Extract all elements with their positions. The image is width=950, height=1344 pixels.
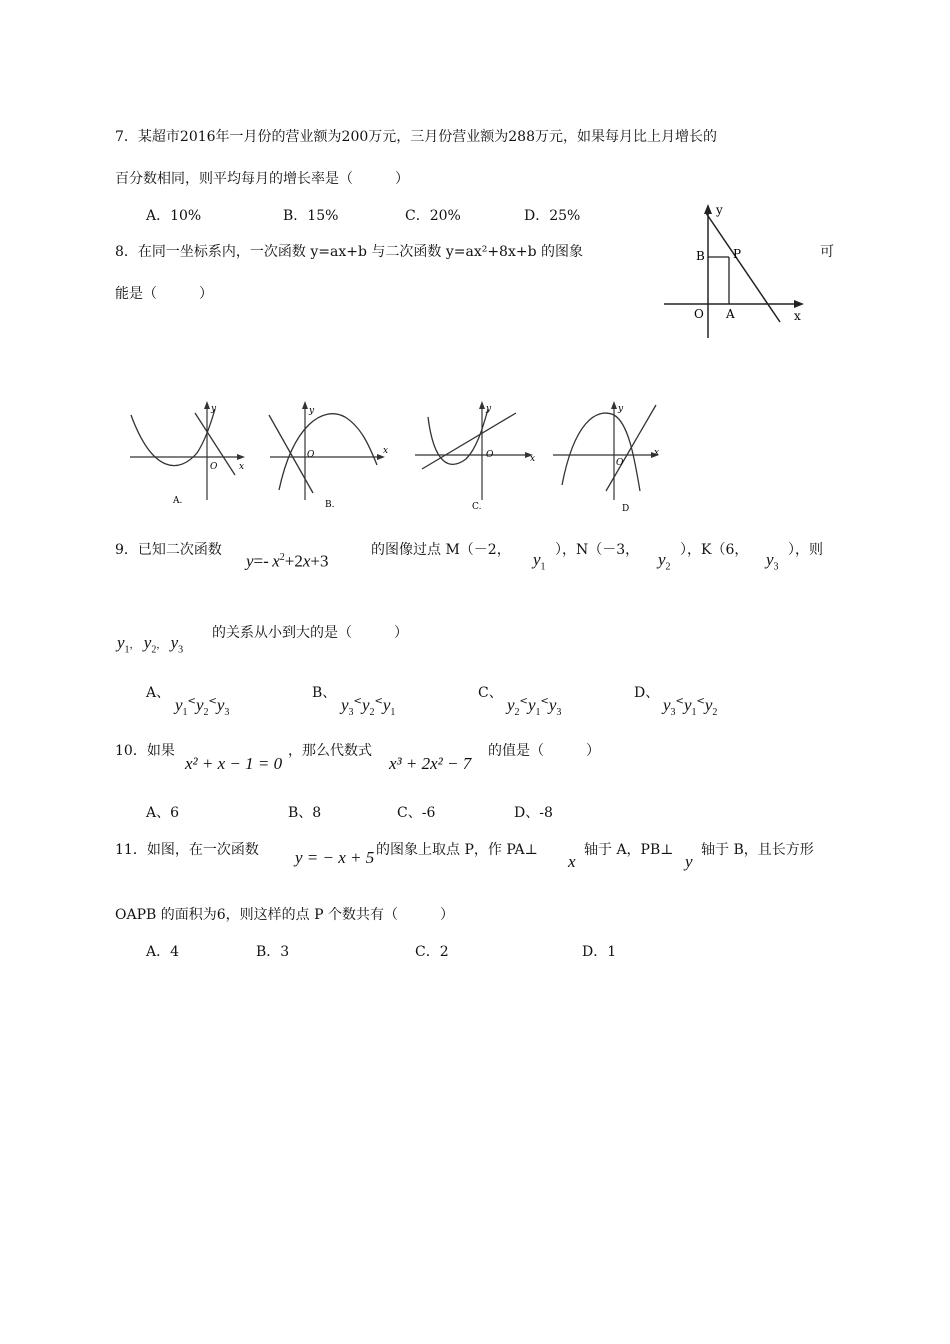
q10-option-a: A、6 [146,805,180,821]
q11-var-y: y [685,852,693,871]
q9-mid4: ），则 [788,542,823,558]
q8-line1: 8．在同一坐标系内，一次函数 y=ax+b 与二次函数 y=ax²+8x+b 的图象 [115,244,584,260]
q9-option-a: $y_1^<y_2^<y_3$ [175,695,230,719]
fig-label-a: A [726,307,735,321]
q9-mid3: ），K（6， [680,542,749,558]
q8-line2: 能是（ ） [115,286,213,302]
q10-option-c: C、-6 [397,805,436,821]
graph-d-label: D [622,504,630,514]
q9-option-d-label: D、 [634,685,660,701]
graph-d-y: y [618,404,624,414]
q11-mid2: 轴于 A，PB⊥ [584,842,674,858]
graph-a-o: O [210,462,218,472]
q7-option-c: C．20% [405,208,461,224]
q11-prefix: 11．如图，在一次函数 [115,842,259,858]
graph-b-label: B. [325,500,335,510]
fig-label-y: y [716,203,723,217]
q10-suffix: 的值是（ ） [488,743,600,759]
graph-d-o: O [616,458,624,468]
graph-c-y: y [486,404,492,414]
q11-mid3: 轴于 B，且长方形 [701,842,814,858]
q10-equation: x² + x − 1 = 0 [185,754,283,773]
graph-a-y: y [211,404,217,414]
graph-a-label: A. [173,496,183,506]
graph-b-o: O [307,450,315,460]
q11-option-a: A．4 [146,944,180,960]
q8-graph-a [125,395,255,515]
q11-reference-figure [660,200,820,350]
q11-option-d: D．1 [582,944,617,960]
q9-option-c: $y_2^<y_1^<y_3$ [507,695,562,719]
graph-c-o: O [486,450,494,460]
q9-formula: y=- $x^2+2x+3$ [246,551,329,571]
fig-label-o: O [694,307,704,321]
q8-graph-b [265,395,395,515]
q10-option-d: D、-8 [514,805,553,821]
q8-graph-c [410,395,540,515]
graph-b-x: x [383,446,389,456]
q9-prefix: 9．已知二次函数 [115,542,222,558]
q11-option-c: C．2 [415,944,449,960]
q9-y1: $y_1$ [533,550,546,573]
q10-prefix: 10．如果 [115,743,175,759]
q8-line1-tail: 可 [820,244,834,260]
q7-line1: 7．某超市2016年一月份的营业额为200万元，三月份营业额为288万元，如果每月比上月增长的 [115,129,717,145]
graph-b-y: y [309,406,315,416]
q9-option-b: $y_3^<y_2^<y_1$ [341,695,396,719]
q9-y2: $y_2$ [658,550,671,573]
graph-c-label: C. [472,502,482,512]
q9-option-d: $y_3^<y_1^<y_2$ [663,695,718,719]
fig-label-p: P [733,247,742,261]
q10-mid: ，那么代数式 [288,743,372,759]
graph-d-x: x [654,448,660,458]
q9-option-b-label: B、 [312,685,337,701]
q10-option-b: B、8 [288,805,322,821]
q11-option-b: B．3 [256,944,290,960]
fig-label-b: B [696,249,705,263]
q11-line2: OAPB 的面积为6，则这样的点 P 个数共有（ ） [115,907,454,923]
q8-graph-d [548,395,678,515]
q7-option-b: B．15% [283,208,339,224]
q9-option-c-label: C、 [478,685,503,701]
graph-c-x: x [530,454,536,464]
q9-line2-vars: $y_1$， $y_2$， $y_3$ [117,633,184,656]
q9-line2-text: 的关系从小到大的是（ ） [212,625,408,641]
q11-formula: y = − x + 5 [295,848,375,867]
q7-option-a: A．10% [146,208,202,224]
graph-a-x: x [239,462,245,472]
q11-mid1: 的图象上取点 P，作 PA⊥ [376,842,538,858]
q7-option-d: D．25% [524,208,581,224]
q11-var-x: x [568,852,576,871]
q10-expression: x³ + 2x² − 7 [389,754,472,773]
q9-mid2: ），N（－3， [555,542,640,558]
fig-label-x: x [794,309,801,323]
q7-line2: 百分数相同，则平均每月的增长率是（ ） [115,171,409,187]
q9-option-a-label: A、 [146,685,171,701]
q9-mid1: 的图像过点 M（－2， [371,542,511,558]
q9-y3: $y_3$ [766,550,779,573]
